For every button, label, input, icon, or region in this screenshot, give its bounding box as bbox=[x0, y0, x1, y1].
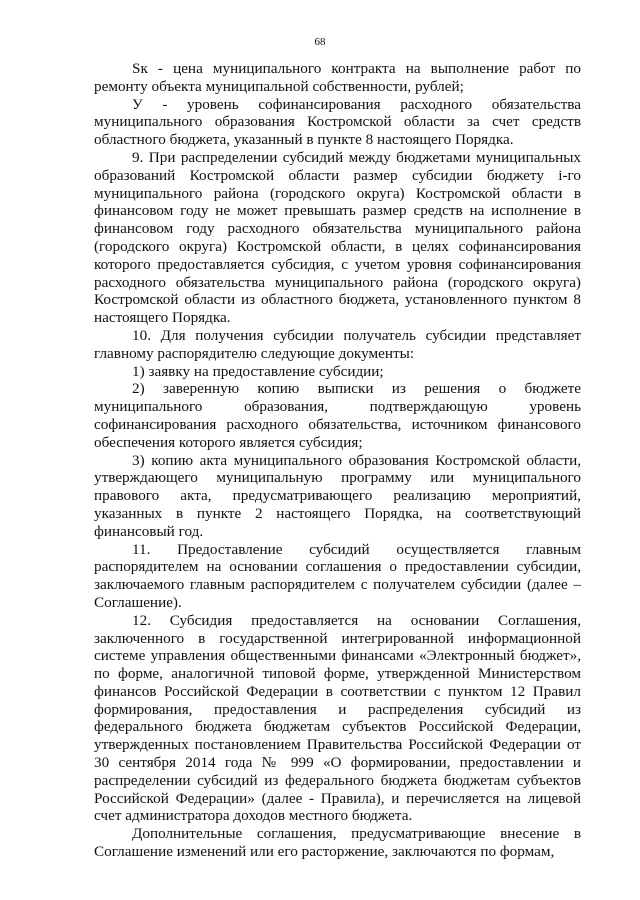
paragraph: У - уровень софинансирования расходного обязательства муниципального образования Костромской области за счет средств областного бюджета, указанный в пункте 8 настоящего Порядка. bbox=[94, 95, 581, 149]
paragraph: 3) копию акта муниципального образования Костромской области, утверждающего муниципальную программу или муниципального правового акта, предусматривающего реализацию мероприятий, указанных в пункте 2 настоящего Порядка, на соответствующий финансовый год. bbox=[94, 451, 581, 540]
paragraph: 9. При распределении субсидий между бюджетами муниципальных образований Костромской области размер субсидии бюджету i-го муниципального района (городского округа) Костромской области в финансовом году не может превышать размер средств на исполнение в финансовом году расходного обязательства муниципального района (городского округа) Костромской области, в целях софинансирования которого предоставляется субсидия, с учетом уровня софинансирования расходного обязательства муниципального района (городского округа) Костромской области из областного бюджета, установленного пунктом 8 настоящего Порядка. bbox=[94, 148, 581, 327]
page-number: 68 bbox=[314, 36, 326, 48]
paragraph: Sк - цена муниципального контракта на выполнение работ по ремонту объекта муниципальной собственности, рублей; bbox=[94, 60, 581, 95]
paragraph: 2) заверенную копию выписки из решения о бюджете муниципального образования, подтверждающую уровень софинансирования расходного обязательства, источником финансового обеспечения которого является субсидия; bbox=[94, 380, 581, 451]
paragraph: Дополнительные соглашения, предусматривающие внесение в Соглашение изменений или его расторжение, заключаются по формам, bbox=[94, 825, 581, 861]
document-body bbox=[94, 60, 581, 861]
paragraph: 1) заявку на предоставление субсидии; bbox=[132, 362, 384, 380]
paragraph: 12. Субсидия предоставляется на основании Соглашения, заключенного в государственной интегрированной информационной системе управления общественными финансами «Электронный бюджет», по форме, аналогичной типовой форме, утвержденной Министерством финансов Российской Федерации в соответствии с пунктом 12 Правил формирования, предоставления и распределения субсидий из федерального бюджета бюджетам субъектов Российской Федерации, утвержденных постановлением Правительства Российской Федерации от 30 сентября 2014 года № 999 «О формировании, предоставлении и распределении субсидий из федерального бюджета бюджетам субъектов Российской Федерации» (далее - Правила), и перечисляется на лицевой счет администратора доходов местного бюджета. bbox=[94, 611, 581, 825]
paragraph: 11. Предоставление субсидий осуществляется главным распорядителем на основании соглашения о предоставлении субсидии, заключаемого главным распорядителем с получателем субсидии (далее – Соглашение). bbox=[94, 540, 581, 611]
paragraph: 10. Для получения субсидии получатель субсидии представляет главному распорядителю следующие документы: bbox=[94, 326, 581, 362]
